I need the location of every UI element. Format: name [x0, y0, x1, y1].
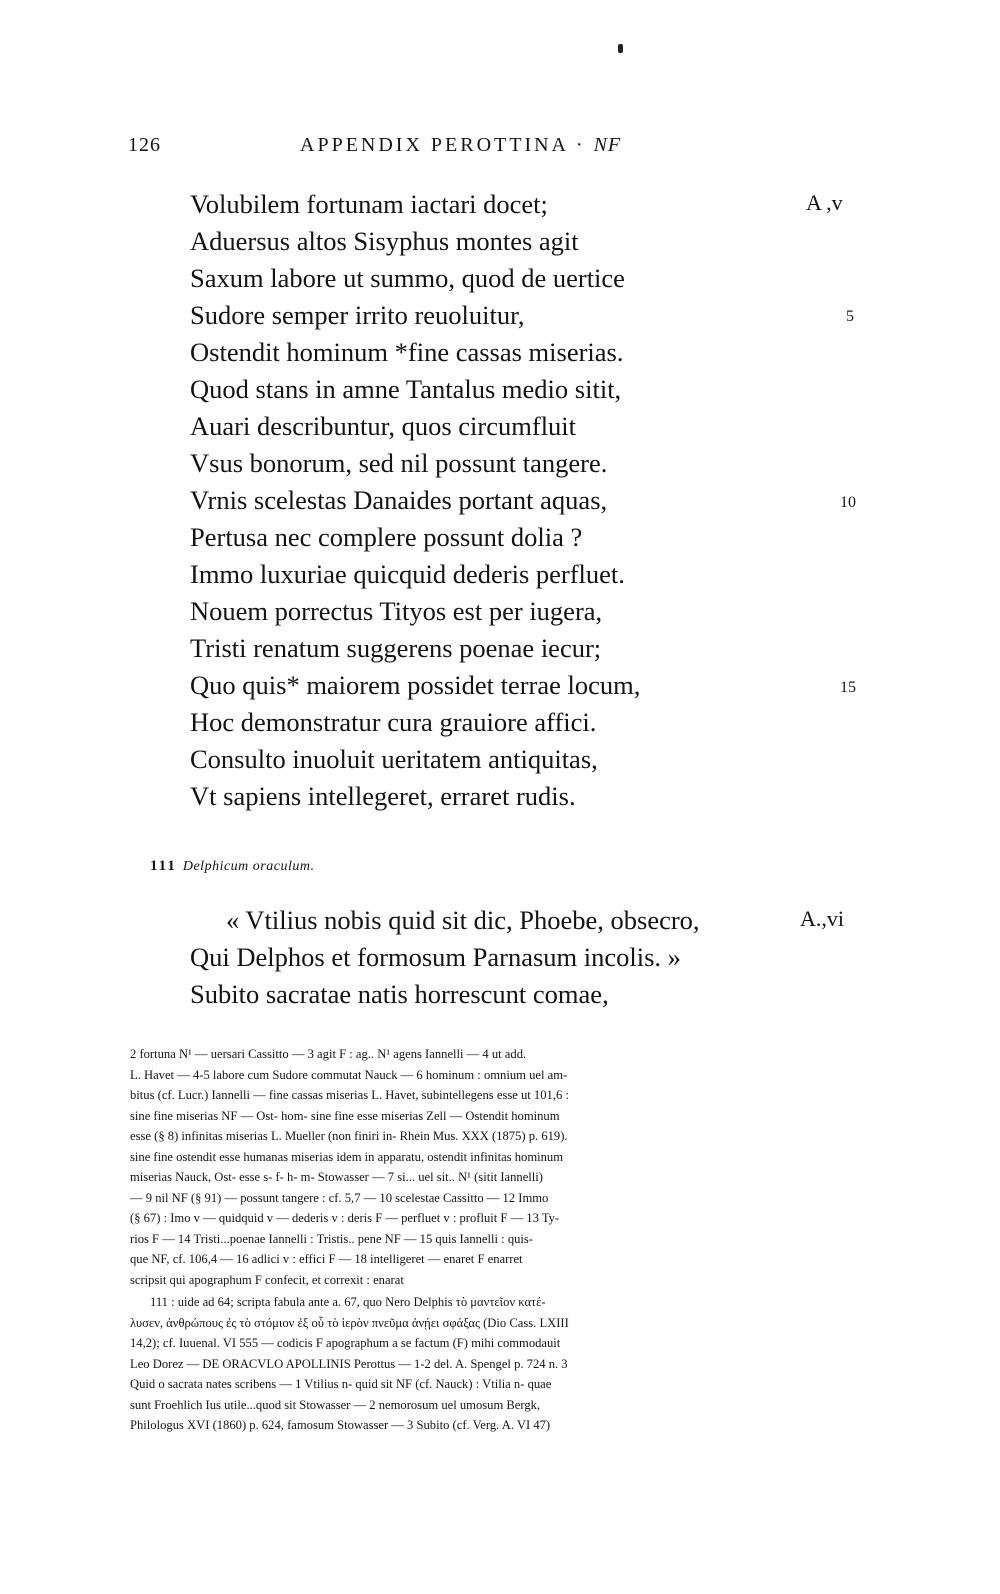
apparatus-line: (§ 67) : Imo v — quidquid v — dederis v : deris F — perfluet v : profluit F — 13 Ty-: [130, 1211, 560, 1225]
verse-line: Ostendit hominum *fine cassas miserias.: [190, 337, 624, 367]
verse-line: Vsus bonorum, sed nil possunt tangere.: [190, 448, 608, 478]
verse-line: Consulto inuoluit ueritatem antiquitas,: [190, 744, 598, 774]
verse-line: Quo quis* maiorem possidet terrae locum,: [190, 670, 641, 700]
manuscript-siglum: A ,v: [806, 190, 843, 215]
poem-v: [190, 186, 750, 815]
verse-line: Auari describuntur, quos circumfluit: [190, 411, 577, 441]
verse-line: Pertusa nec complere possunt dolia ?: [190, 522, 583, 552]
apparatus-line: rios F — 14 Tristi...poenae Iannelli : Tristis.. pene NF — 15 quis Iannelli : quis-: [130, 1231, 534, 1246]
apparatus-line: Philologus XVI (1860) p. 624, famosum Stowasser — 3 Subito (cf. Verg. A. VI 47): [130, 1418, 551, 1432]
apparatus-line: sunt Froehlich Ius utile...quod sit Stowasser — 2 nemorosum uel umosum Bergk,: [130, 1397, 541, 1412]
verse-line: Aduersus altos Sisyphus montes agit: [190, 226, 579, 256]
apparatus-line: sine fine miserias NF — Ost- hom- sine fine esse miserias Zell — Ostendit hominum: [130, 1108, 560, 1123]
manuscript-siglum: A.,vi: [800, 906, 844, 931]
verse-line: Quod stans in amne Tantalus medio sitit,: [190, 374, 622, 404]
verse-line: Subito sacratae natis horrescunt comae,: [190, 979, 609, 1009]
apparatus-line: miserias Nauck, Ost- esse s- f- h- m- Stowasser — 7 si... uel sit.. N¹ (sitit Iannelli): [130, 1170, 543, 1184]
page-number: 126: [128, 134, 161, 156]
fabula-name: Delphicum oraculum.: [182, 859, 315, 874]
poem-vi: [190, 902, 750, 1013]
verse-line: « Vtilius nobis quid sit dic, Phoebe, obsecro,: [226, 905, 700, 935]
apparatus-line: bitus (cf. Lucr.) Iannelli — fine cassas miserias L. Havet, subintellegens esse ut 101,6 :: [130, 1088, 569, 1102]
verse-line: Nouem porrectus Tityos est per iugera,: [190, 596, 603, 626]
running-title-text: APPENDIX PEROTTINA: [300, 134, 568, 156]
apparatus-line: L. Havet — 4-5 labore cum Sudore commutat Nauck — 6 hominum : omnium uel am-: [130, 1067, 568, 1082]
verse-line: Saxum labore ut summo, quod de uertice: [190, 263, 625, 293]
apparatus-vi: [130, 1292, 870, 1436]
apparatus-line: 2 fortuna N¹ — uersari Cassitto — 3 agit F : ag.. N¹ agens Iannelli — 4 ut add.: [130, 1047, 527, 1061]
apparatus-line: Quid o sacrata nates scribens — 1 Vtilius n- quid sit NF (cf. Nauck) : Vtilia n- quae: [130, 1377, 552, 1391]
verse-line: Immo luxuriae quicquid dederis perfluet.: [190, 559, 625, 589]
apparatus-line: λυσεν, ἀνθρώπους ἐς τὸ στόμιον ἐξ οὗ τὸ ἱερὸν πνεῦμα ἀνῄει σφάξας (Dio Cass. LXIII: [130, 1315, 569, 1330]
verse-line: Sudore semper irrito reuoluitur,: [190, 300, 525, 330]
apparatus-line: que NF, cf. 106,4 — 16 adlici v : effici F — 18 intelligeret — enaret F enarret: [130, 1252, 523, 1266]
verse-line: Tristi renatum suggerens poenae iecur;: [190, 633, 602, 663]
verse-line: Vt sapiens intellegeret, erraret rudis.: [190, 781, 576, 811]
verse-line: Hoc demonstratur cura grauiore affici.: [190, 707, 597, 737]
line-number: 5: [846, 308, 854, 325]
fabula-number: 111: [150, 858, 177, 874]
apparatus-line: 111 : uide ad 64; scripta fabula ante a. 67, quo Nero Delphis τὸ μαντεῖον κατέ-: [150, 1295, 546, 1309]
apparatus-line: 14,2); cf. Iuuenal. VI 555 — codicis F apographum a se factum (F) mihi commodauit: [130, 1336, 561, 1350]
verse-line: Qui Delphos et formosum Parnasum incolis. »: [190, 942, 681, 972]
line-number: 10: [840, 494, 856, 511]
line-number: 15: [840, 679, 856, 696]
running-title-number: NF: [593, 134, 622, 156]
page-header: [128, 134, 868, 164]
apparatus-line: — 9 nil NF (§ 91) — possunt tangere : cf. 5,7 — 10 scelestae Cassitto — 12 Immo: [130, 1190, 549, 1205]
apparatus-v: [130, 1044, 870, 1290]
ink-speck: [618, 44, 623, 53]
apparatus-line: sine fine ostendit esse humanas miserias idem in apparatu, ostendit infinitas hominum: [130, 1149, 564, 1164]
apparatus-line: esse (§ 8) infinitas miserias L. Mueller (non finiri in- Rhein Mus. XXX (1875) p. 619).: [130, 1129, 568, 1143]
fabula-title: [150, 858, 314, 875]
apparatus-line: Leo Dorez — DE ORACVLO APOLLINIS Perottus — 1-2 del. A. Spengel p. 724 n. 3: [130, 1356, 568, 1371]
verse-line: Vrnis scelestas Danaides portant aquas,: [190, 485, 608, 515]
verse-line: Volubilem fortunam iactari docet;: [190, 189, 548, 219]
apparatus-line: scripsit qui apographum F confecit, et correxit : enarat: [130, 1272, 404, 1287]
running-title: APPENDIX PEROTTINA · NF: [300, 134, 622, 156]
